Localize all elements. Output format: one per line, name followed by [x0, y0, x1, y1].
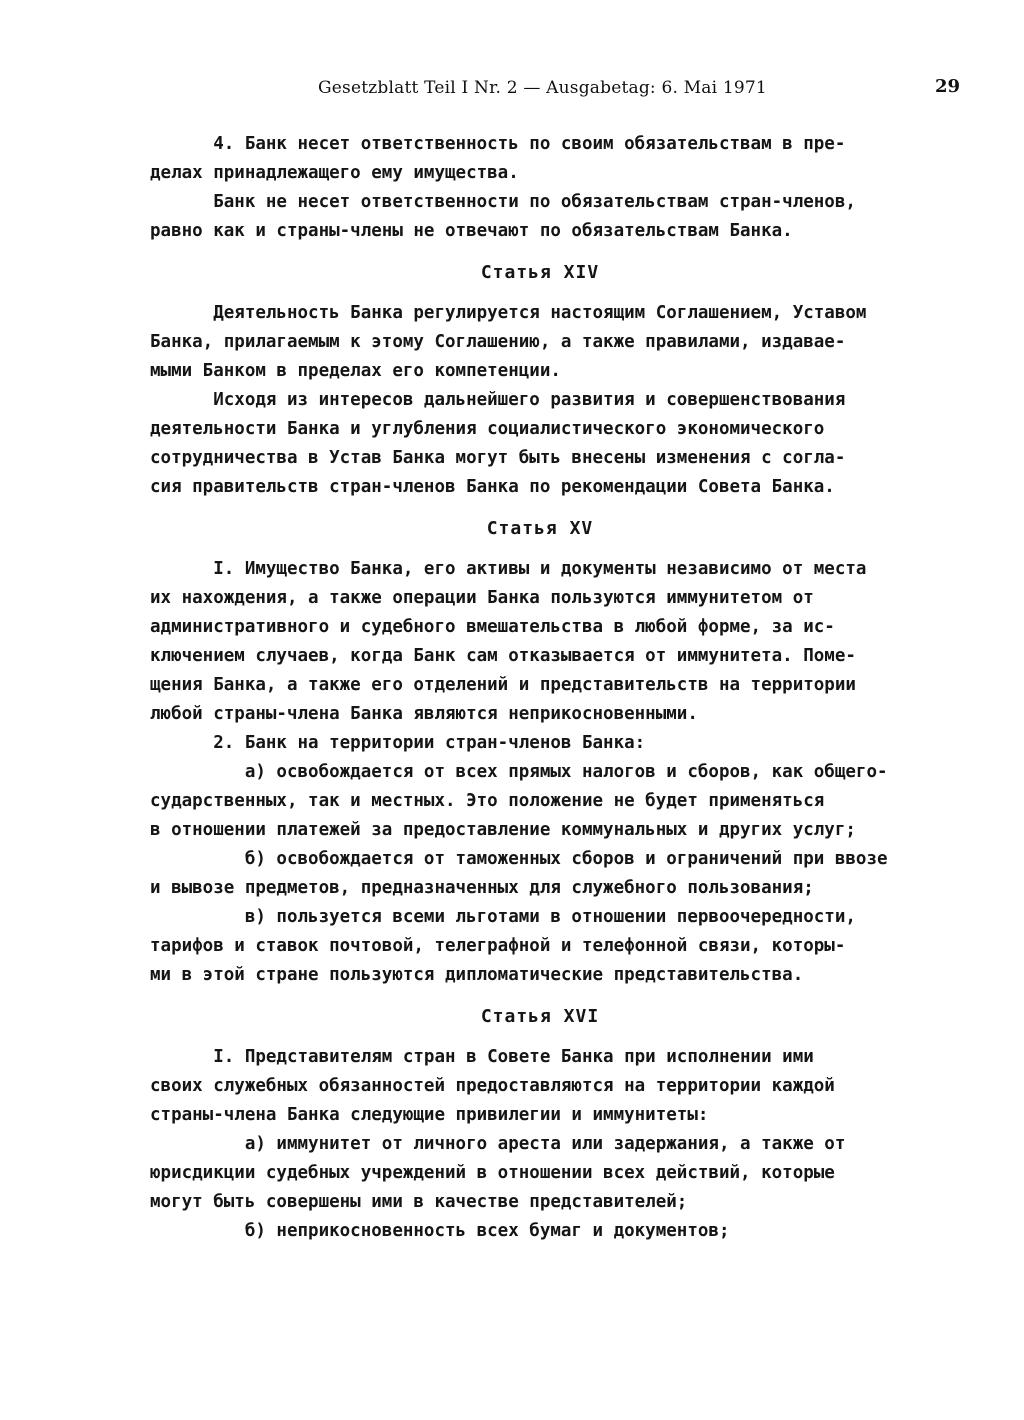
paragraph	[150, 130, 930, 188]
article-heading: Статья XIV	[480, 262, 600, 283]
paragraph	[150, 758, 930, 845]
text-line: I. Представителям стран в Совете Банка при исполнении ими	[150, 1047, 814, 1067]
text-line: Банк не несет ответственности по обязательствам стран-членов,	[150, 192, 856, 212]
text-line: страны-члена Банка следующие привилегии и иммунитеты:	[150, 1105, 709, 1125]
text-line: 4. Банк несет ответственность по своим обязательствам в пре-	[150, 134, 846, 154]
text-line: сотрудничества в Устав Банка могут быть внесены изменения с согла-	[150, 448, 846, 468]
paragraph	[150, 386, 930, 502]
paragraph	[150, 903, 930, 990]
gazette-title: Gesetzblatt Teil I Nr. 2 — Ausgabetag: 6. Mai 1971	[318, 78, 767, 98]
text-line: а) освобождается от всех прямых налогов и сборов, как общего-	[150, 762, 888, 782]
text-line: могут быть совершены ими в качестве представителей;	[150, 1192, 688, 1212]
text-line: б) освобождается от таможенных сборов и ограничений при ввозе	[150, 849, 888, 869]
text-line: и вывозе предметов, предназначенных для служебного пользования;	[150, 878, 814, 898]
paragraph	[150, 188, 930, 246]
text-line: ми в этой стране пользуются дипломатические представительства.	[150, 965, 804, 985]
text-line: в отношении платежей за предоставление коммунальных и других услуг;	[150, 820, 856, 840]
paragraph	[150, 1217, 930, 1246]
text-line: в) пользуется всеми льготами в отношении первоочередности,	[150, 907, 856, 927]
text-line: а) иммунитет от личного ареста или задержания, а также от	[150, 1134, 846, 1154]
text-line: б) неприкосновенность всех бумаг и документов;	[150, 1221, 730, 1241]
page-number: 29	[935, 76, 961, 97]
text-line: равно как и страны-члены не отвечают по обязательствам Банка.	[150, 221, 793, 241]
paragraph	[150, 299, 930, 386]
text-line: тарифов и ставок почтовой, телеграфной и телефонной связи, которы-	[150, 936, 846, 956]
text-line: административного и судебного вмешательства в любой форме, за ис-	[150, 617, 835, 637]
paragraph	[150, 1043, 930, 1130]
paragraph	[150, 1130, 930, 1217]
text-line: своих служебных обязанностей предоставляются на территории каждой	[150, 1076, 835, 1096]
text-line: Деятельность Банка регулируется настоящим Соглашением, Уставом	[150, 303, 867, 323]
text-line: их нахождения, а также операции Банка пользуются иммунитетом от	[150, 588, 814, 608]
article-heading: Статья XV	[486, 518, 594, 539]
text-line: мыми Банком в пределах его компетенции.	[150, 361, 561, 381]
page-header	[0, 70, 1024, 110]
article-heading: Статья XVI	[480, 1006, 600, 1027]
text-line: юрисдикции судебных учреждений в отношении всех действий, которые	[150, 1163, 835, 1183]
text-line: сударственных, так и местных. Это положение не будет применяться	[150, 791, 825, 811]
paragraph	[150, 845, 930, 903]
paragraph	[150, 555, 930, 729]
text-line: I. Имущество Банка, его активы и документы независимо от места	[150, 559, 867, 579]
text-line: Исходя из интересов дальнейшего развития и совершенствования	[150, 390, 846, 410]
text-line: щения Банка, а также его отделений и представительств на территории	[150, 675, 856, 695]
text-line: 2. Банк на территории стран-членов Банка:	[150, 733, 646, 753]
paragraph	[150, 729, 930, 758]
document-body	[150, 130, 930, 1246]
text-line: любой страны-члена Банка являются неприкосновенными.	[150, 704, 698, 724]
text-line: ключением случаев, когда Банк сам отказывается от иммунитета. Поме-	[150, 646, 856, 666]
text-line: сия правительств стран-членов Банка по рекомендации Совета Банка.	[150, 477, 835, 497]
text-line: Банка, прилагаемым к этому Соглашению, а также правилами, издавае-	[150, 332, 846, 352]
text-line: деятельности Банка и углубления социалистического экономического	[150, 419, 825, 439]
text-line: делах принадлежащего ему имущества.	[150, 163, 519, 183]
